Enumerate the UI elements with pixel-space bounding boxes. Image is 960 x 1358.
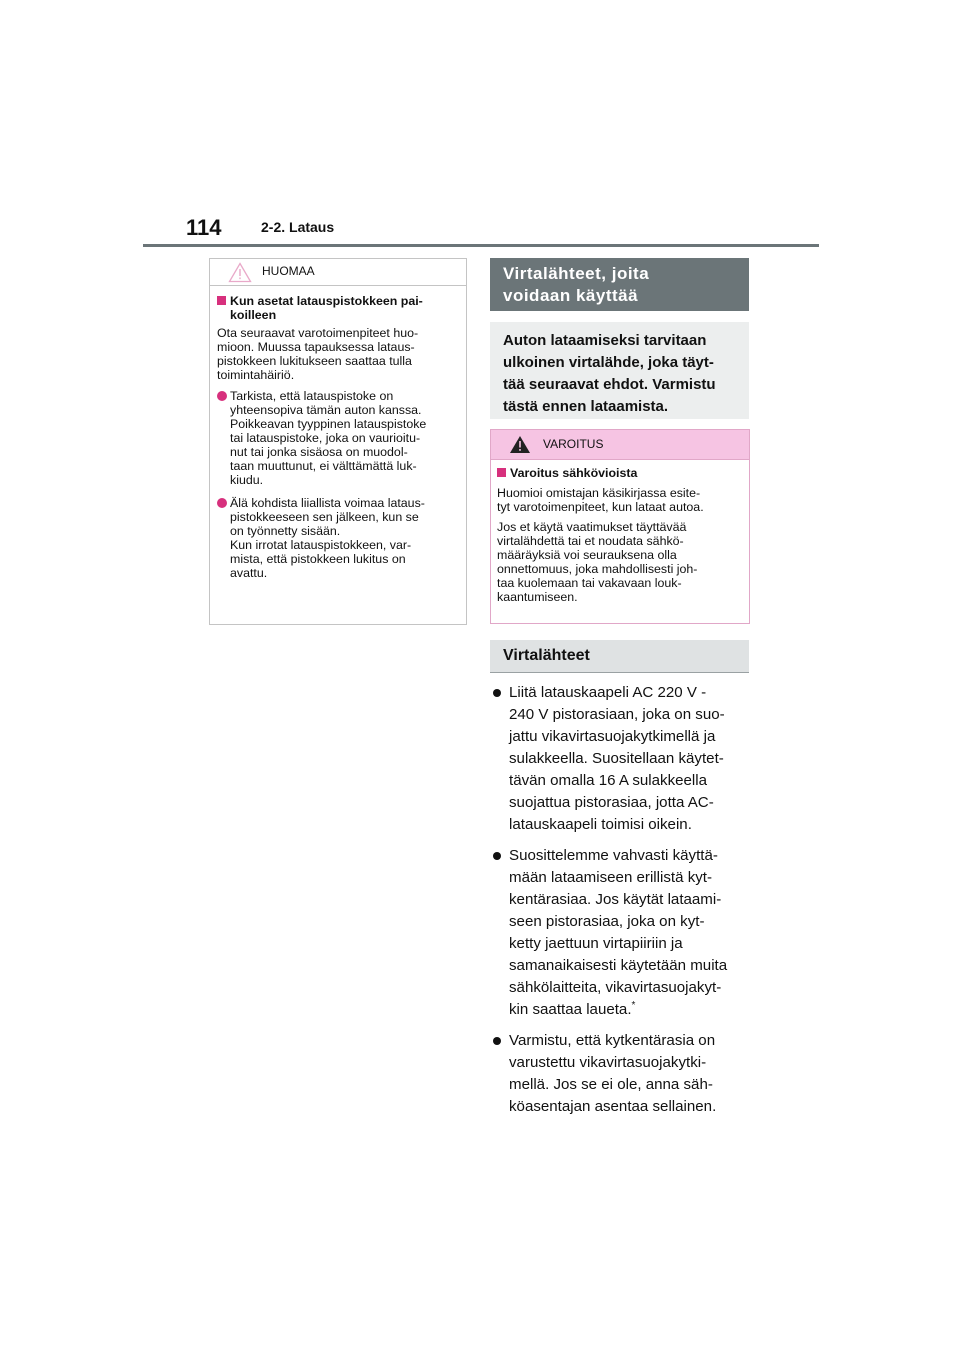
- warning-paragraph: Huomioi omistajan käsikirjassa esite- tyt varotoimenpiteet, kun lataat autoa.: [497, 486, 704, 514]
- warning-paragraph: Jos et käytä vaatimukset täyttävää virtalähdettä tai et noudata sähkö- määräyksiä voi seurauksena olla onnettomuus, joka mahdollisesti joh- taa kuolemaan tai vakavaan louk- kaantumiseen.: [497, 520, 698, 604]
- footnote-marker: *: [631, 999, 636, 1011]
- notice-subheading: Kun asetat latauspistokkeen pai- koilleen: [217, 294, 459, 322]
- notice-body: [210, 286, 466, 580]
- section-heading: Virtalähteet, joita voidaan käyttää: [490, 258, 749, 311]
- subheading: Virtalähteet: [490, 640, 749, 672]
- bullet-item: [490, 1030, 752, 1118]
- notice-paragraph: Ota seuraavat varotoimenpiteet huo- mioon. Muussa tapauksessa lataus- pistokkeen lukitukseen saattaa tulla toimintahäiriö.: [217, 326, 419, 382]
- bullet-text: Varmistu, että kytkentärasia on varustettu vikavirtasuojakytki- mellä. Jos se ei ole, anna säh- köasentajan asentaa sellainen.: [509, 1032, 717, 1115]
- warning-header: [491, 430, 749, 460]
- caution-triangle-icon: [228, 262, 252, 283]
- notice-box: [209, 258, 467, 625]
- warning-body: [491, 460, 749, 604]
- bullet-text: Suosittelemme vahvasti käyttä- mään lataamiseen erillistä kyt- kentärasiaa. Jos käytät lataami- seen pistorasiaa, joka on kyt- ketty jaettuun virtapiiriin ja samanaikaisesti käytetään muita sähkölaitteita, vikavirtasuojakyt- kin saattaa laueta.: [509, 847, 728, 1018]
- intro-box: Auton lataamiseksi tarvitaan ulkoinen virtalähde, joka täyt- tää seuraavat ehdot. Varmistu tästä ennen lataamista.: [490, 322, 749, 419]
- bullet-list: [490, 682, 752, 1127]
- notice-label: HUOMAA: [262, 264, 315, 278]
- section-title: 2-2. Lataus: [261, 219, 335, 235]
- bullet-text: Liitä latauskaapeli AC 220 V - 240 V pistorasiaan, joka on suo- jattu vikavirtasuojakytkimellä ja sulakkeella. Suositellaan käytet- tävän omalla 16 A sulakkeella suojattua pistorasiaa, jotta AC- latauskaapeli toimisi oikein.: [509, 684, 725, 833]
- warning-label: VAROITUS: [543, 437, 604, 451]
- warning-subheading: Varoitus sähkövioista: [497, 466, 744, 480]
- notice-header: [210, 259, 466, 286]
- subheading-rule: [490, 672, 749, 673]
- warning-triangle-icon: [509, 435, 531, 454]
- page-number: 114: [186, 215, 222, 240]
- warning-box: [490, 429, 750, 624]
- header-rule: [143, 244, 819, 247]
- bullet-item: [490, 845, 752, 1021]
- notice-item: Älä kohdista liiallista voimaa lataus- pistokkeeseen sen jälkeen, kun se on työnnetty sisään. Kun irrotat latauspistokkeen, var- mista, että pistokkeen lukitus on avattu.: [217, 496, 459, 580]
- notice-item: Tarkista, että latauspistoke on yhteensopiva tämän auton kanssa. Poikkeavan tyyppinen latauspistoke tai latauspistoke, joka on vaurioitu- nut tai jonka sisäosa on muodol- taan muuttunut, ei välttämättä luk- kiudu.: [217, 389, 459, 487]
- bullet-item: [490, 682, 752, 836]
